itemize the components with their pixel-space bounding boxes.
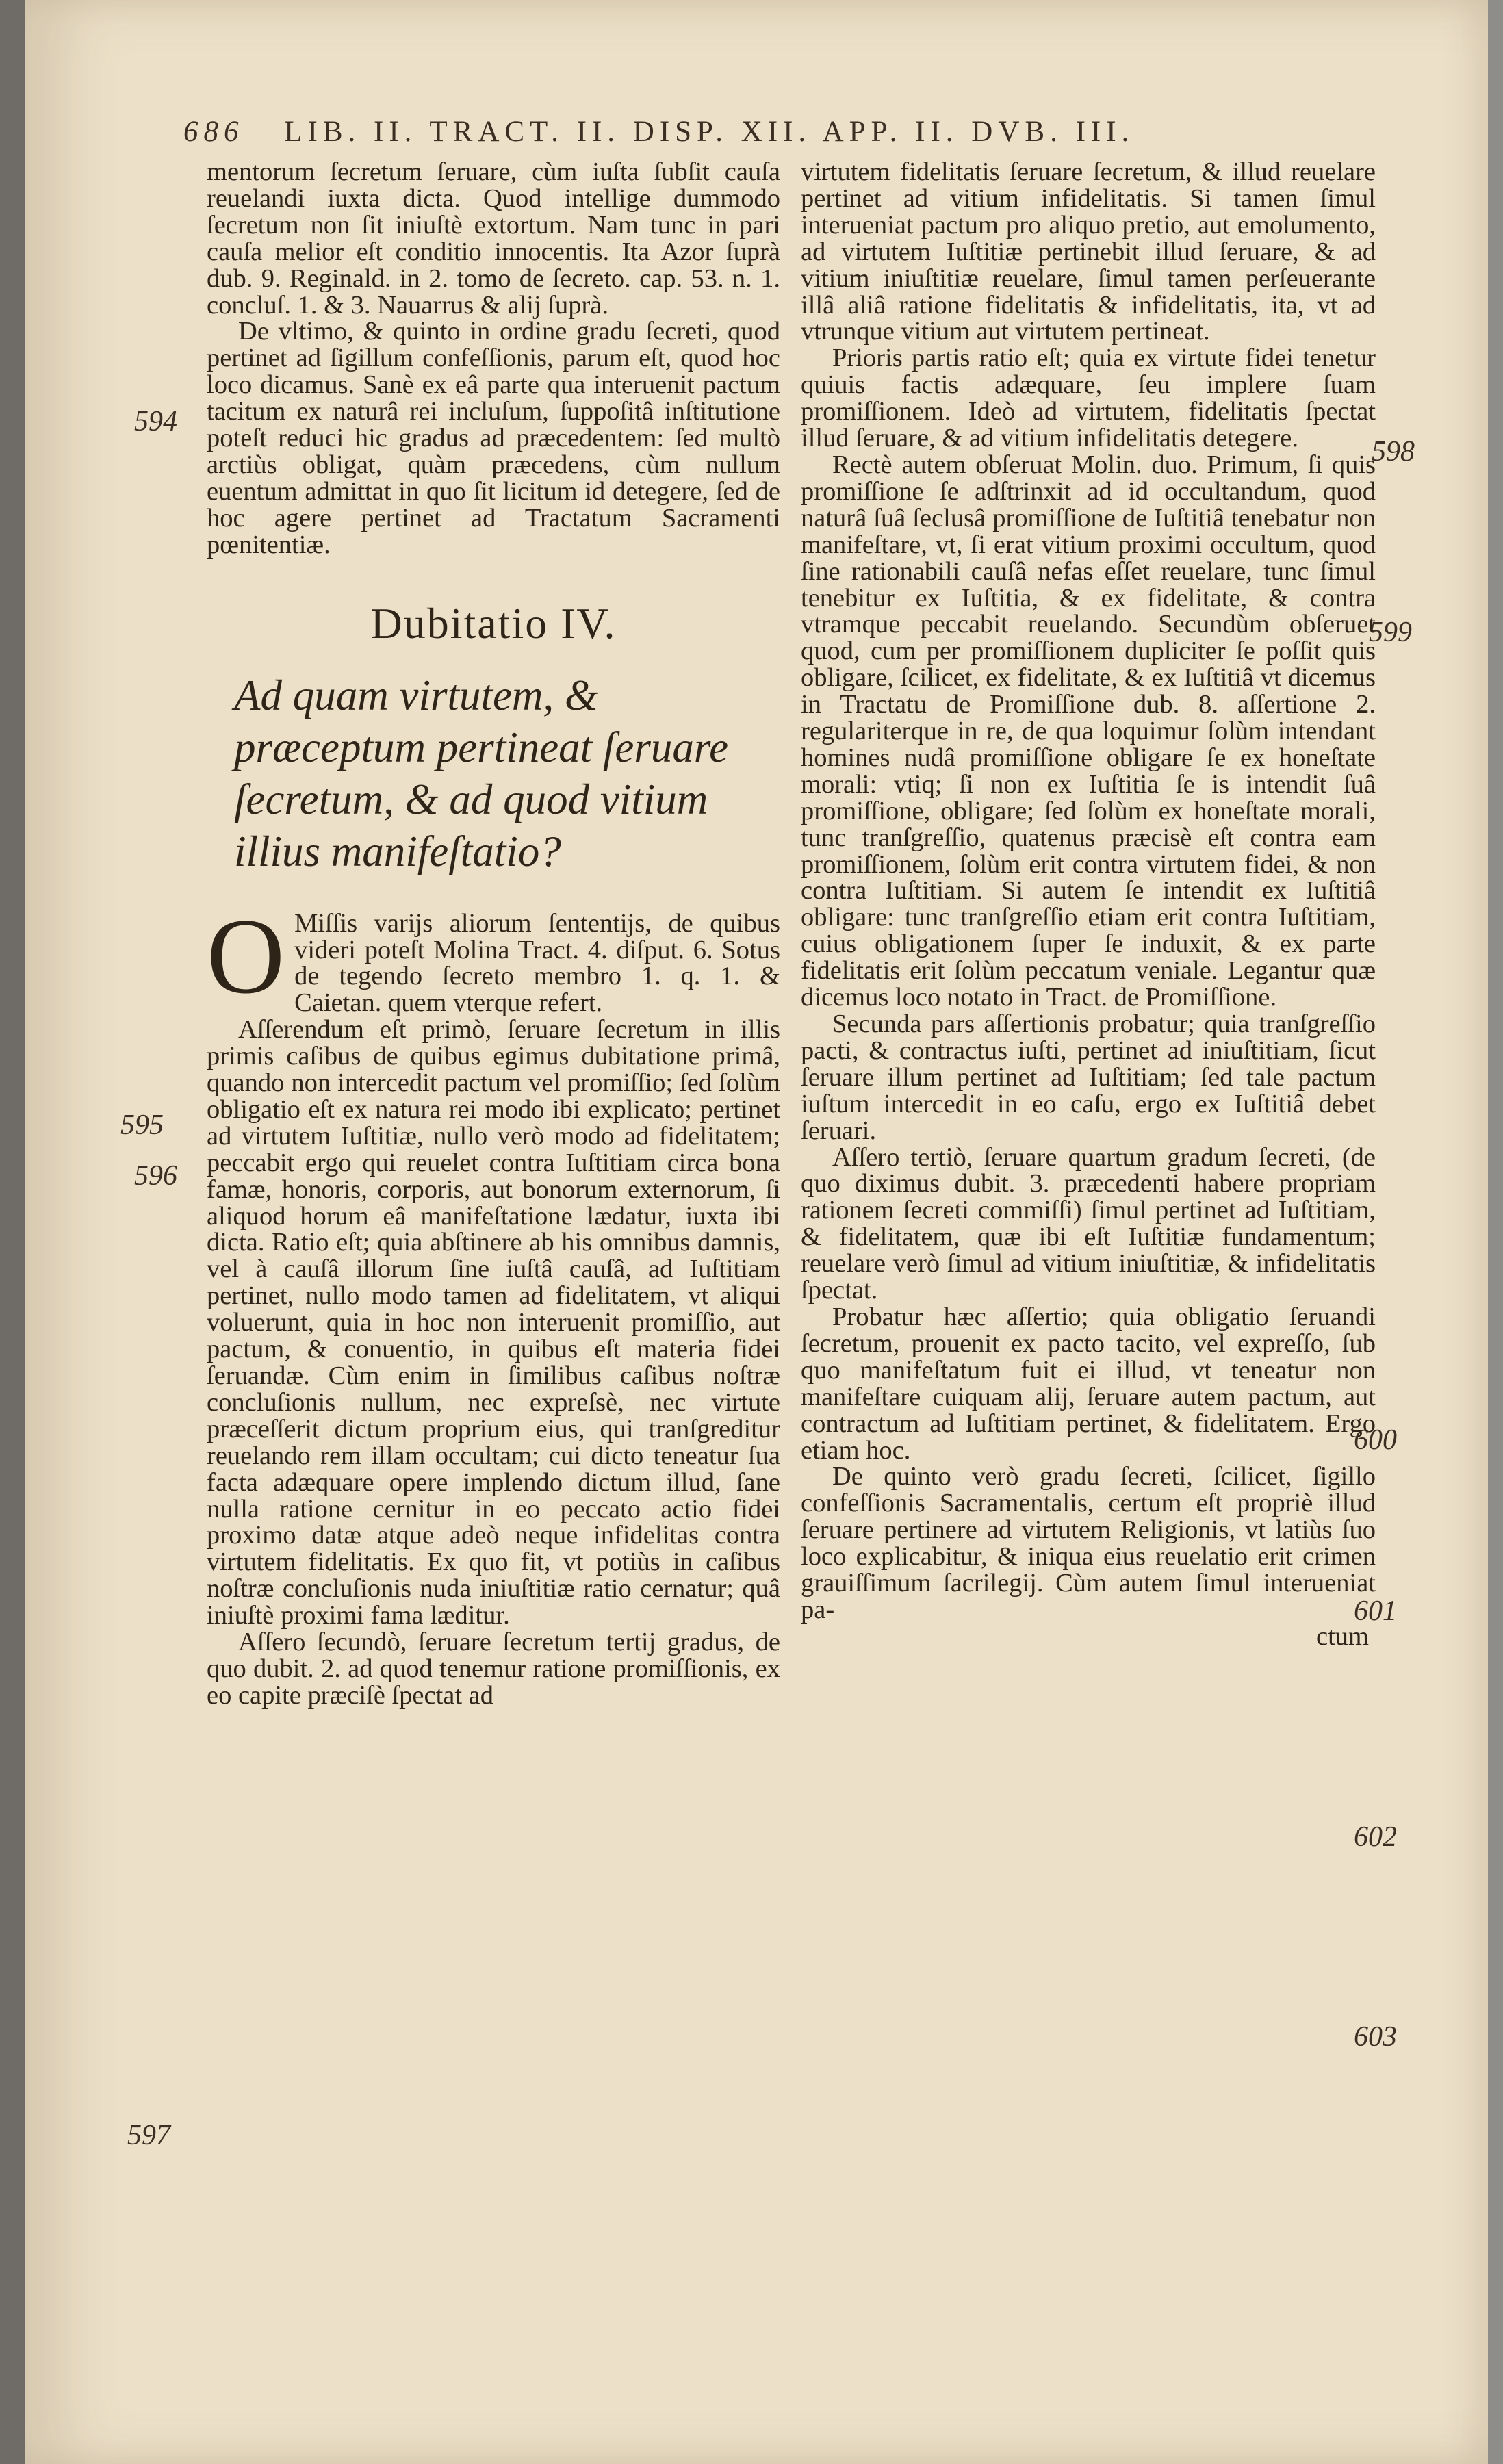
right-column bbox=[801, 159, 1376, 1650]
paragraph-continuation: mentorum ſecretum ſeruare, cùm iuſta ſubſit cauſa reuelandi iuxta dicta. Quod intellige dummodo ſecretum non ſit iniuſtè extortum. Nam tunc in pari cauſa melior eſt conditio innocentis. Ita Azor ſuprà dub. 9. Reginald. in 2. tomo de ſecreto. cap. 53. n. 1. concluſ. 1. & 3. Nauarrus & alij ſuprà. bbox=[207, 157, 780, 320]
margin-number-602: 602 bbox=[1354, 1821, 1397, 1853]
paragraph-continuation-right: virtutem fidelitatis ſeruare ſecretum, & illud reuelare pertinet ad vitium infidelitatis. Si tamen ſimul interueniat pactum pro aliquo pretio, aut emolumento, ad virtutem Iuſtitiæ pertinebit illud ſeruare, & ad vitium iniuſtitiæ reuelare, ſimul tamen perſeuerante illâ aliâ ratione fidelitatis & infidelitatis, ita, vt ad vtrunque vitium aut virtutem pertineat. bbox=[801, 157, 1376, 346]
paragraph-595-text: Miſſis varijs aliorum ſententijs, de quibus videri poteſt Molina Tract. 4. diſput. 6. Sotus de tegendo ſecreto membro 1. q. 1. & Caietan. quem vterque refert. bbox=[294, 908, 780, 1018]
margin-number-599: 599 bbox=[1369, 617, 1412, 648]
paragraph-598: Prioris partis ratio eſt; quia ex virtute fidei tenetur quiuis factis adæquare, ſeu implere ſuam promiſſionem. Ideò ad virtutem, fidelitatis ſpectat illud ſeruare, & ad vitium infidelitatis detegere. bbox=[801, 344, 1376, 453]
paragraph-595 bbox=[207, 896, 780, 1018]
paragraph-599: Rectè autem obſeruat Molin. duo. Primum, ſi quis promiſſione ſe adſtrinxit ad id occultandum, quod naturâ ſuâ ſeclusâ promiſſione de Iuſtitiâ tenebatur non manifeſtare, vt, ſi erat vitium proximi occultum, quod ſine rationabili cauſâ nefas eſſet reuelare, tunc ſimul tenebitur ex Iuſtitia, & ex fidelitate, & contra vtramque peccabit reuelando. Secundùm obſeruet quod, cum per promiſſionem dupliciter ſe poſſit quis obligare, ſcilicet, ex fidelitate, & ex Iuſtitiâ vt dicemus in Tractatu de Promiſſione dub. 8. aſſertione 2. regulariterque in re, de qua loquimur ſolùm intendant homines nudâ promiſſione obligare ſe ex honeſtate morali: vtiq; ſi non ex Iuſtitia ſe is intendit ſuâ promiſſione, obligare; ſed ſolùm ex honeſtate morali, tunc tranſgreſſio, quatenus præcisè eſt contra eam promiſſionem, ſolùm erit contra virtutem fidei, & non contra Iuſtitiam. Si autem ſe intendit ex Iuſtitiâ obligare: tunc tranſgreſſio etiam erit contra Iuſtitiam, cuius obligationem ſuper ſe induxit, & ex parte fidelitatis erit ſolùm peccatum veniale. Legantur quæ dicemus loco notato in Tract. de Promiſſione. bbox=[801, 450, 1376, 1012]
page-number: 686 bbox=[183, 116, 244, 148]
paragraph-601: Aſſero tertiò, ſeruare quartum gradum ſecreti, (de quo diximus dubit. 3. præcedenti habere propriam rationem ſecreti commiſſi) ſimul pertinet ad Iuſtitiam, & fidelitatem, quæ ibi eſt Iuſtitiæ fundamentum; reuelare verò ſimul ad vitium iniuſtitiæ, & infidelitatis ſpectat. bbox=[801, 1142, 1376, 1305]
margin-number-603: 603 bbox=[1354, 2021, 1397, 2053]
dubitatio-question: Ad quam virtutem, & præceptum pertineat ſeruare ſecretum, & ad quod vitium illius manifeſtatio? bbox=[234, 671, 729, 875]
paragraph-602: Probatur hæc aſſertio; quia obligatio ſeruandi ſecretum, prouenit ex pacto tacito, vel expreſſo, ſub quo manifeſtatum fuit ei illud, vt teneatur non manifeſtare cuiquam alij, ſeruare autem pactum, aut contractum ad Iuſtitiam pertinet, & fidelitatem. Ergo etiam hoc. bbox=[801, 1302, 1376, 1465]
paragraph-596: Aſſerendum eſt primò, ſeruare ſecretum in illis primis caſibus de quibus egimus dubitatione primâ, quando non intercedit pactum vel promiſſio; ſed ſolùm obligatio eſt ex natura rei modo ibi explicato; pertinet ad virtutem Iuſtitiæ, nullo verò modo ad fidelitatem; peccabit ergo qui reuelet contra Iuſtitiam circa bona famæ, honoris, corporis, aut bonorum externorum, ſi aliquod horum eâ manifeſtatione lædatur, iuxta ibi dicta. Ratio eſt; quia abſtinere ab his omnibus damnis, vel à cauſâ illorum ſine iuſtâ cauſâ, ad Iuſtitiam pertinet, nullo modo tamen ad fidelitatem, vt aliqui voluerunt, quia in hoc non interuenit promiſſio, aut pactum, & conuentio, in quibus eſt materia fidei ſeruandæ. Cùm enim in ſimilibus caſibus noſtræ concluſionis nullum, nec expreſsè, nec virtute præceſſerit dictum proprium eius, qui tranſgreditur reuelando rem illam occultam; cui dicto teneatur ſua facta adæquare opere implendo dictum illud, ſane nulla ratione cernitur in eo peccato actio fidei proximo datæ atque adeò neque infidelitas contra virtutem fidelitatis. Ex quo fit, vt potiùs in caſibus noſtræ concluſionis nuda iniuſtitiæ ratio cernatur; quâ iniuſtè proximi fama læditur. bbox=[207, 1015, 780, 1630]
left-column bbox=[207, 159, 780, 1709]
drop-cap-letter: O bbox=[207, 896, 285, 1016]
paragraph-600: Secunda pars aſſertionis probatur; quia tranſgreſſio pacti, & contractus iuſti, pertinet ad iniuſtitiam, ſicut ſeruare illum pertinet ad Iuſtitiam; ſed tale pactum iuſtum intercedit in eo caſu, ergo ex Iuſtitiâ debet ſeruari. bbox=[801, 1010, 1376, 1145]
margin-number-600: 600 bbox=[1354, 1424, 1397, 1456]
paragraph-597: Aſſero ſecundò, ſeruare ſecretum tertij gradus, de quo dubit. 2. ad quod tenemur ratione promiſſionis, ex eo capite præciſè ſpectat ad bbox=[207, 1628, 780, 1710]
margin-number-598: 598 bbox=[1372, 436, 1415, 467]
margin-number-596: 596 bbox=[134, 1160, 177, 1192]
margin-number-601: 601 bbox=[1354, 1595, 1397, 1627]
running-head bbox=[183, 115, 1265, 149]
dubitatio-title: Dubitatio IV. bbox=[370, 598, 617, 647]
book-spine-shadow bbox=[0, 0, 25, 2464]
margin-number-595: 595 bbox=[120, 1109, 164, 1141]
catchword: ctum bbox=[1316, 1621, 1369, 1651]
margin-number-597: 597 bbox=[127, 2120, 170, 2151]
paragraph-594: De vltimo, & quinto in ordine gradu ſecreti, quod pertinet ad ſigillum confeſſionis, parum eſt, quod hoc loco dicamus. Sanè ex eâ parte qua interuenit pactum tacitum ex naturâ rei incluſum, ſuppoſitâ inſtitutione poteſt reduci hic gradus ad præcedentem: ſed multò arctiùs obligat, quàm præcedens, cùm nullum euentum admittat in quo ſit licitum id detegere, ſed de hoc agere pertinet ad Tractatum Sacramenti pœnitentiæ. bbox=[207, 317, 780, 559]
running-title: LIB. II. TRACT. II. DISP. XII. APP. II. DVB. III. bbox=[284, 116, 1135, 148]
paragraph-603: De quinto verò gradu ſecreti, ſcilicet, ſigillo confeſſionis Sacramentalis, certum eſt propriè illud ſeruare pertinere ad virtutem Religionis, vt latiùs ſuo loco explicabitur, & iniqua eius reuelatio erit crimen grauiſſimum ſacrilegij. Cùm autem ſimul interueniat pa- bbox=[801, 1462, 1376, 1624]
margin-number-594: 594 bbox=[134, 406, 177, 437]
